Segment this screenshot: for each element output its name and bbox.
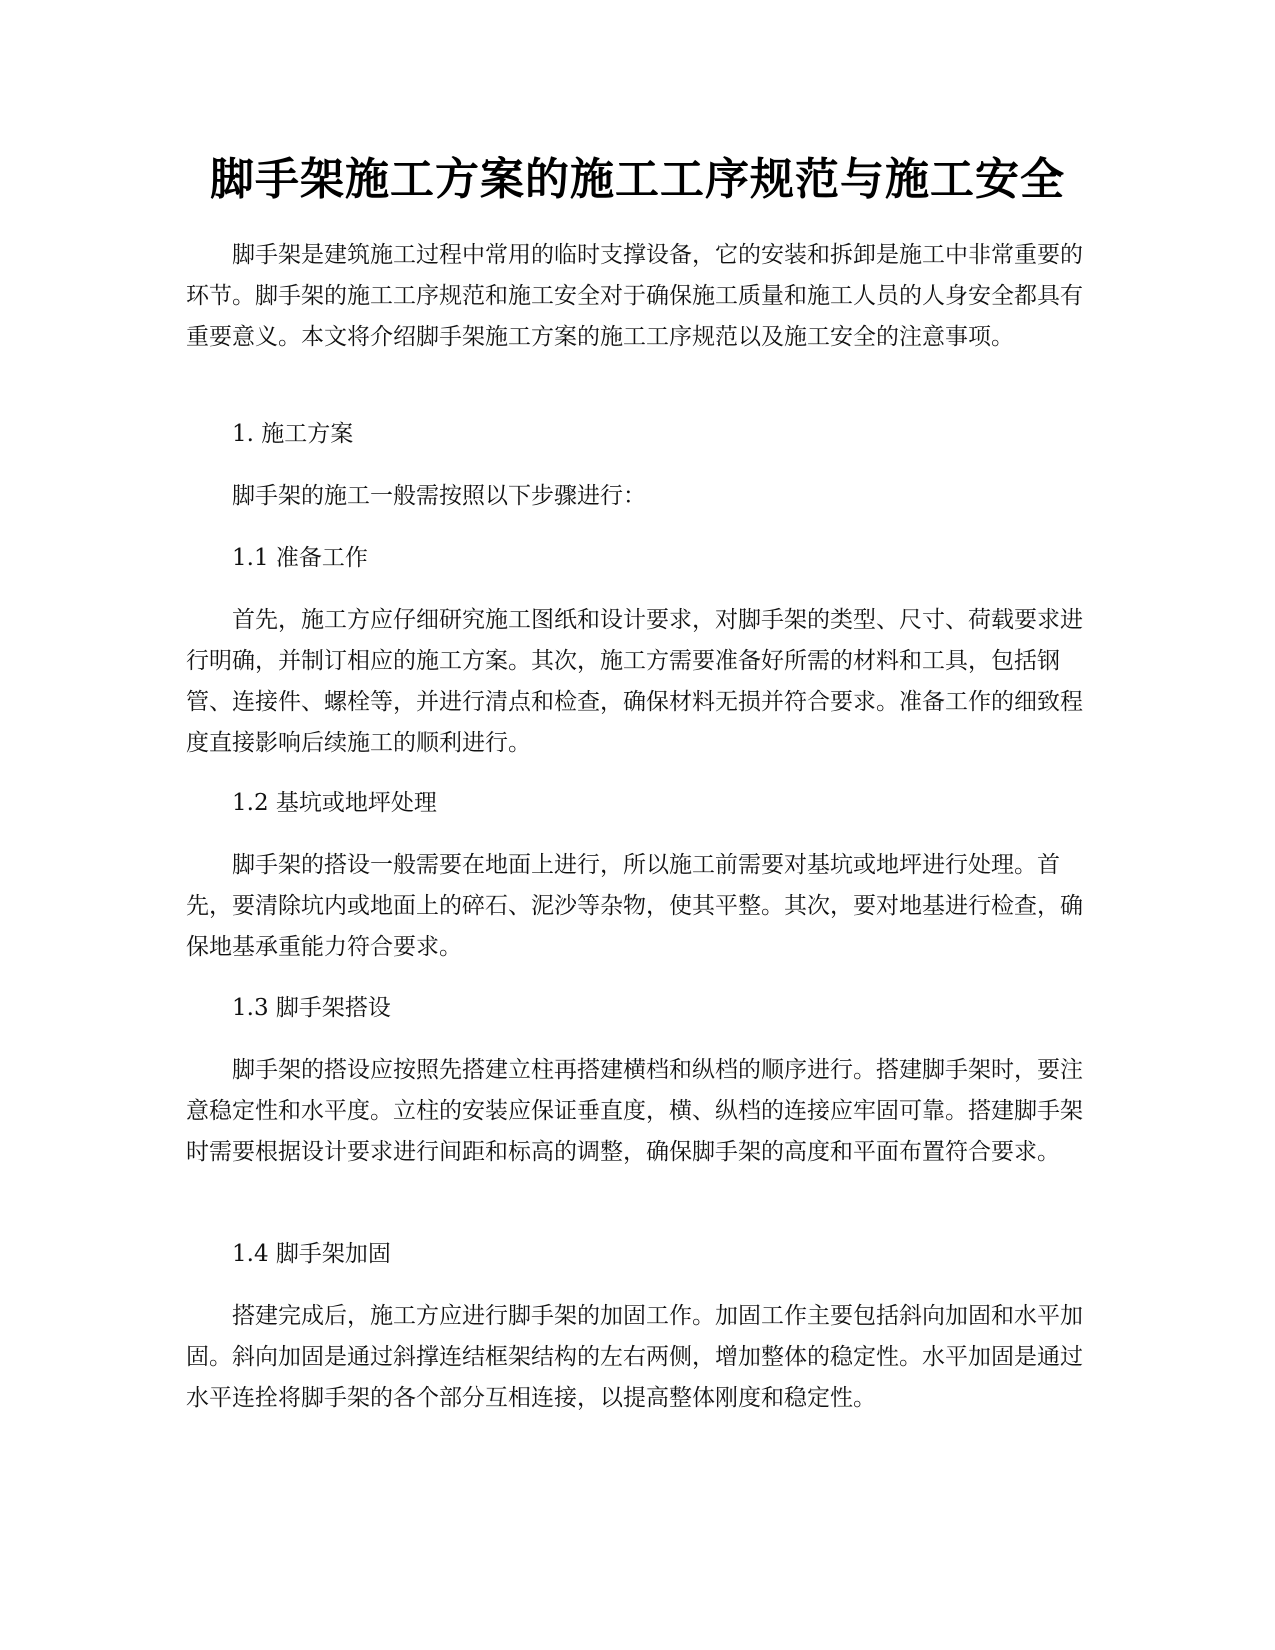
section-1-2-heading: 1.2 基坑或地坪处理 xyxy=(232,790,437,816)
section-1-3-paragraph: 脚手架的搭设应按照先搭建立柱再搭建横档和纵档的顺序进行。搭建脚手架时，要注意稳定性和水平度。立柱的安装应保证垂直度，横、纵档的连接应牢固可靠。搭建脚手架时需要根据设计要求进行间距和标高的调整，确保脚手架的高度和平面布置符合要求。 xyxy=(186,1057,1083,1165)
document-title: 脚手架施工方案的施工工序规范与施工安全 xyxy=(210,154,1065,205)
section-1-heading: 1. 施工方案 xyxy=(232,421,354,447)
section-1-3-heading: 1.3 脚手架搭设 xyxy=(232,995,391,1021)
section-1-1-heading: 1.1 准备工作 xyxy=(232,545,368,571)
section-1-lead-paragraph: 脚手架的施工一般需按照以下步骤进行： xyxy=(232,483,646,509)
intro-paragraph: 脚手架是建筑施工过程中常用的临时支撑设备，它的安装和拆卸是施工中非常重要的环节。脚手架的施工工序规范和施工安全对于确保施工质量和施工人员的人身安全都具有重要意义。本文将介绍脚手架施工方案的施工工序规范以及施工安全的注意事项。 xyxy=(186,242,1083,350)
section-1-4-paragraph: 搭建完成后，施工方应进行脚手架的加固工作。加固工作主要包括斜向加固和水平加固。斜向加固是通过斜撑连结框架结构的左右两侧，增加整体的稳定性。水平加固是通过水平连拴将脚手架的各个部分互相连接，以提高整体刚度和稳定性。 xyxy=(186,1303,1083,1411)
section-1-2-paragraph: 脚手架的搭设一般需要在地面上进行，所以施工前需要对基坑或地坪进行处理。首先，要清除坑内或地面上的碎石、泥沙等杂物，使其平整。其次，要对地基进行检查，确保地基承重能力符合要求。 xyxy=(186,852,1083,960)
section-1-4-heading: 1.4 脚手架加固 xyxy=(232,1241,391,1267)
section-1-1-paragraph: 首先，施工方应仔细研究施工图纸和设计要求，对脚手架的类型、尺寸、荷载要求进行明确，并制订相应的施工方案。其次，施工方需要准备好所需的材料和工具，包括钢管、连接件、螺栓等，并进行清点和检查，确保材料无损并符合要求。准备工作的细致程度直接影响后续施工的顺利进行。 xyxy=(186,607,1083,756)
